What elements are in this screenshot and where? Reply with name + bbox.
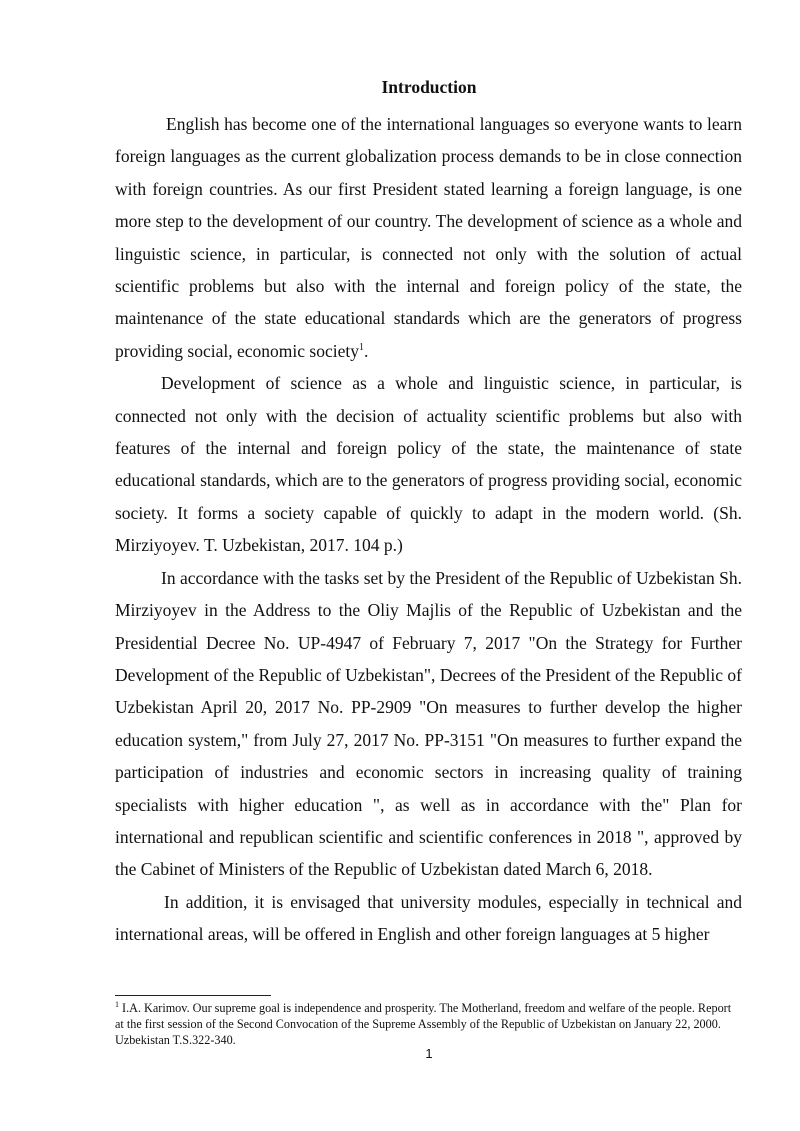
paragraph-1 (115, 108, 742, 367)
page-number: 1 (425, 1046, 433, 1061)
paragraph-2: Development of science as a whole and linguistic science, in particular, is connected not only with the decision of actuality scientific problems but also with features of the internal and foreign policy of the state, the maintenance of state educational standards, which are to the generators of progress providing social, economic society. It forms a society capable of quickly to adapt in the modern world. (Sh. Mirziyoyev. T. Uzbekistan, 2017. 104 p.) (115, 373, 742, 556)
page-title: Introduction (381, 77, 477, 97)
paragraph-4: In addition, it is envisaged that university modules, especially in technical and international areas, will be offered in English and other foreign languages at 5 higher (115, 891, 742, 945)
paragraph-1-trail: . (363, 340, 369, 361)
paragraph-1-text: English has become one of the international languages so everyone wants to learn foreign languages as the current globalization process demands to be in close connection with foreign countries. As our first President stated learning a foreign language, is one more step to the development of our country. The development of science as a whole and linguistic science, in particular, is connected not only with the solution of actual scientific problems but also with the internal and foreign policy of the state, the maintenance of the state educational standards which are the generators of progress providing social, economic society (115, 114, 742, 361)
paragraph-3: In accordance with the tasks set by the President of the Republic of Uzbekistan Sh. Mirziyoyev in the Address to the Oliy Majlis of the Republic of Uzbekistan and the Presidential Decree No. UP-4947 of February 7, 2017 "On the Strategy for Further Development of the Republic of Uzbekistan", Decrees of the President of the Republic of Uzbekistan April 20, 2017 No. PP-2909 "On measures to further develop the higher education system," from July 27, 2017 No. PP-3151 "On measures to further expand the participation of industries and economic sectors in increasing quality of training specialists with higher education ", as well as in accordance with the" Plan for international and republican scientific and scientific conferences in 2018 ", approved by the Cabinet of Ministers of the Republic of Uzbekistan dated March 6, 2018. (115, 567, 742, 880)
footnote-reference: 1 (358, 342, 364, 354)
footnote-divider (115, 995, 271, 996)
footnote-marker: 1 (115, 999, 119, 1009)
footnote (115, 1000, 742, 1048)
footnote-text: I.A. Karimov. Our supreme goal is independence and prosperity. The Motherland, freedom and welfare of the people. Report at the first session of the Second Convocation of the Supreme Assembly of the Republic of Uzbekistan on January 22, 2000. Uzbekistan T.S.322-340. (115, 1001, 732, 1047)
body-text (115, 108, 742, 951)
